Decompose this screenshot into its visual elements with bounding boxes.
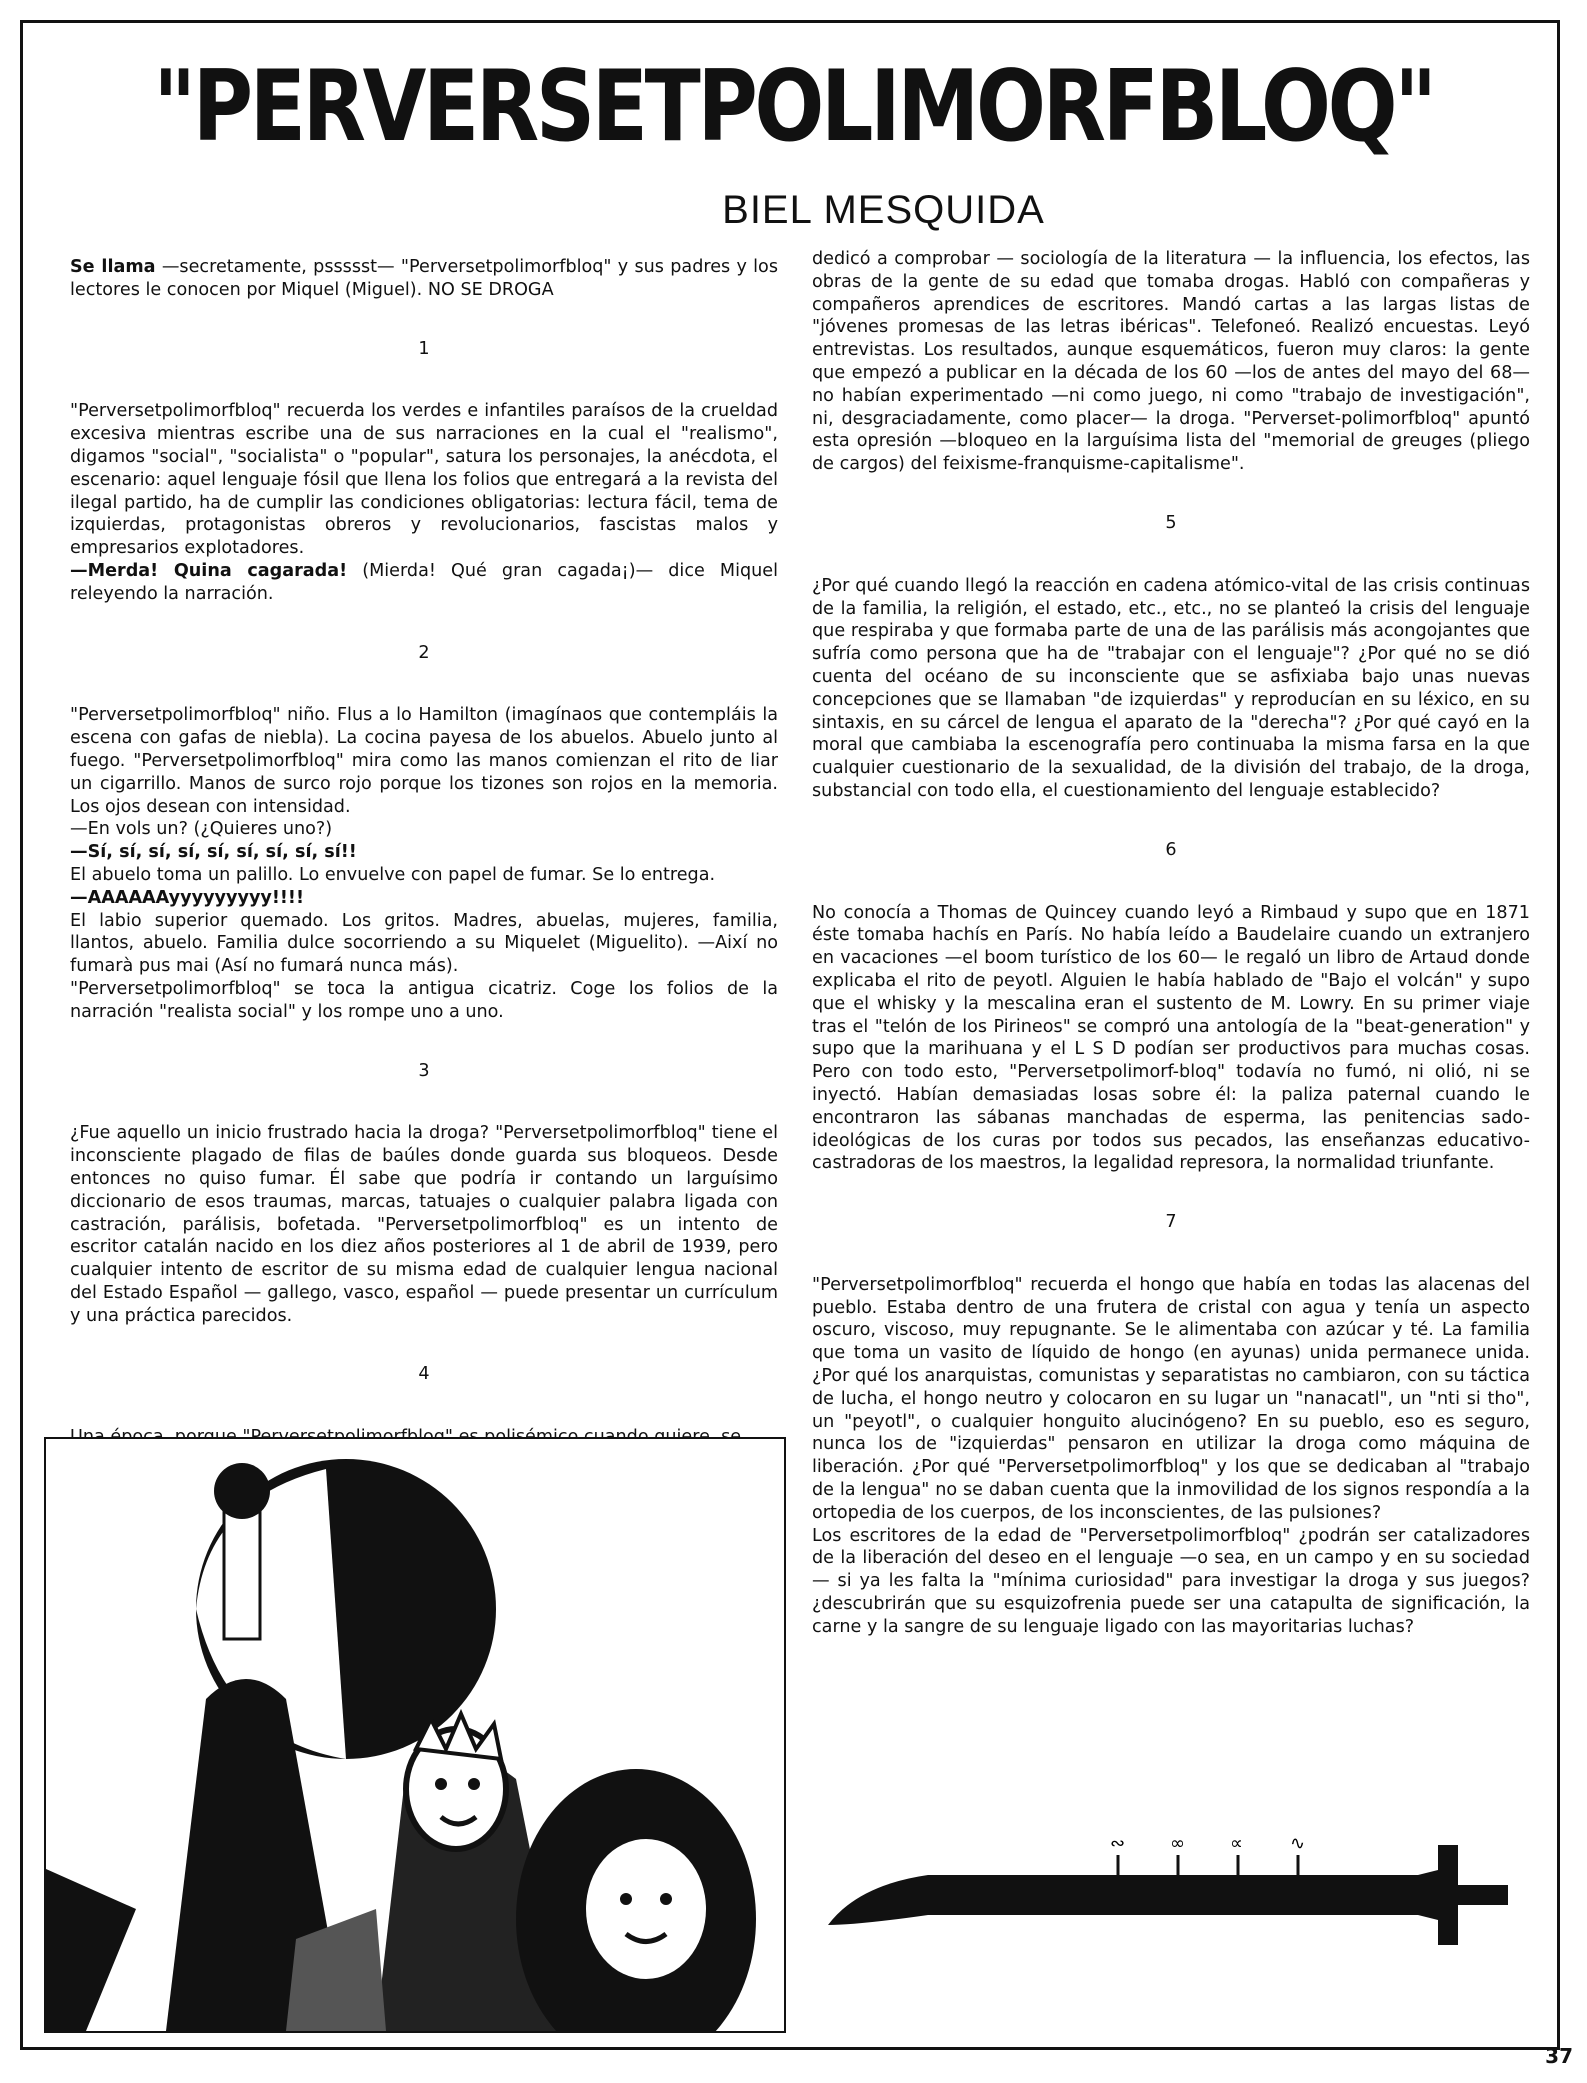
section-number: 3: [418, 1060, 430, 1081]
section-number: 4: [418, 1364, 430, 1385]
author-name: BIEL MESQUIDA: [722, 188, 1045, 232]
right-column: [812, 248, 1530, 1639]
syringe-scale-mark: ∾: [1110, 1833, 1126, 1854]
exclamation: —Merda! Quina cagarada!: [70, 560, 348, 581]
section-paragraph: "Perversetpolimorfbloq" se toca la antigua cicatriz. Coge los folios de la narración "realista social" y los rompe uno a uno.: [70, 978, 778, 1022]
dialogue-line: —AAAAAAyyyyyyyyy!!!!: [70, 887, 304, 908]
section-paragraph: "Perversetpolimorfbloq" niño. Flus a lo Hamilton (imagínaos que contempláis la escena con gafas de niebla). La cocina payesa de los abuelos. Abuelo junto al fuego. "Perversetpolimorfbloq" mira como las manos comienzan el rito de liar un cigarrillo. Manos de surco rojo porque los tizones son rojos en la memoria. Los ojos desean con intensidad.: [70, 705, 778, 817]
intro-lead: Se llama: [70, 257, 156, 277]
section-number: 5: [1165, 512, 1177, 533]
section-number: 6: [1165, 839, 1177, 860]
dialogue-line: —Sí, sí, sí, sí, sí, sí, sí, sí, sí!!: [70, 842, 357, 863]
illustration-warriors: [44, 1437, 786, 2033]
syringe-scale-mark: ∿: [1290, 1833, 1306, 1854]
syringe-scale-mark: ∞: [1170, 1833, 1185, 1854]
dialogue-line: —En vols un? (¿Quieres uno?): [70, 819, 333, 840]
section-paragraph: El labio superior quemado. Los gritos. Madres, abuelas, mujeres, familia, llantos, abuelo. Familia dulce socorriendo a su Miquelet (Miguelito). —Així no fumarà pus mai (Así no fumará nunca más).: [70, 910, 778, 977]
section-paragraph: El abuelo toma un palillo. Lo envuelve con papel de fumar. Se lo entrega.: [70, 864, 716, 885]
section-paragraph: dedicó a comprobar — sociología de la literatura — la influencia, los efectos, las obras de la gente de su edad que tomaba drogas. Habló con compañeras y compañeros aprendices de escritores. Mandó cartas a las largas listas de "jóvenes promesas de las letras ibéricas". Telefoneó. Realizó encuestas. Leyó entrevistas. Los resultados, aunque esquemáticos, fueron muy claros: la gente que empezó a publicar en la década de los 60 —los de antes del mayo del 68— no habían experimentado —ni como juego, ni como "trabajo de investigación", ni, desgraciadamente, como placer— la droga. "Perverset-polimorfbloq" apuntó esta opresión —bloqueo en la larguísima lista del "memorial de greuges (pliego de cargos) del feixisme-franquisme-capitalisme".: [812, 249, 1530, 475]
syringe-illustration: [818, 1815, 1518, 1955]
intro-text: —secretamente, pssssst— "Perversetpolimorfbloq" y sus padres y los lectores le conocen por Miquel (Miguel). NO SE DROGA: [70, 257, 778, 300]
section-number: 2: [418, 642, 430, 663]
intro-paragraph: [70, 256, 778, 302]
left-column: [70, 256, 778, 1449]
section-paragraph: Los escritores de la edad de "Perversetpolimorfbloq" ¿podrán ser catalizadores de la liberación del deseo en el lenguaje —o sea, en un campo y en su sociedad— si ya les falta la "mínima curiosidad" para investigar la droga y sus juegos? ¿descubrirán que su esquizofrenia puede ser una catapulta de significación, la carne y la sangre de su lenguaje ligado con las mayoritarias luchas?: [812, 1525, 1530, 1637]
section-paragraph: [70, 560, 778, 606]
section-number: 7: [1165, 1212, 1177, 1233]
section-paragraph: "Perversetpolimorfbloq" recuerda los verdes e infantiles paraísos de la crueldad excesiva mientras escribe una de sus narraciones en la cual el "realismo", digamos "social", "socialista" o "popular", satura los personajes, la anécdota, el escenario: aquel lenguaje fósil que llena los folios que entregará a la revista del ilegal partido, ha de cumplir las condiciones obligatorias: lectura fácil, tema de izquierdas, protagonistas obreros y revolucionarios, fascistas malos y empresarios explotadores.: [70, 401, 778, 559]
section-paragraph: ¿Por qué cuando llegó la reacción en cadena atómico-vital de las crisis continuas de la familia, la religión, el estado, etc., etc., no se planteó la crisis del lenguaje que respiraba y que formaba parte de una de las parálisis más acongojantes que sufría como persona que ha de "trabajar con el lenguaje"? ¿Por qué no se dió cuenta del océano de su inconsciente que se asfixiaba bajo unas nuevas concepciones que se llamaban "de izquierdas" y reproducían en su léxico, en su sintaxis, en su cárcel de lengua el aparato de la "derecha"? ¿Por qué cayó en la moral que cambiaba la escenografía pero continuaba la misma farsa en la que cualquier cuestionario de la sexualidad, de la división del trabajo, de la droga, substancial con todo ella, el cuestionamiento del lenguaje establecido?: [812, 575, 1530, 801]
article-title: "PERVERSETPOLIMORFBLOQ": [153, 50, 1434, 164]
section-paragraph: ¿Fue aquello un inicio frustrado hacia la droga? "Perversetpolimorfbloq" tiene el inconsciente plagado de filas de baúles donde guarda sus bloqueos. Desde entonces no quiso fumar. Él sabe que podría ir contando un larguísimo diccionario de esos traumas, marcas, tatuajes o cualquier palabra ligada con castración, parálisis, bofetada. "Perversetpolimorfbloq" es un intento de escritor catalán nacido en los diez años posteriores al 1 de abril de 1939, pero cualquier intento de escritor de su misma edad de cualquier lengua nacional del Estado Español — gallego, vasco, español — puede presentar un currículum y una práctica parecidos.: [70, 1123, 778, 1326]
warrior-illustration-art: [46, 1439, 784, 2031]
syringe-scale-mark: ∝: [1230, 1833, 1243, 1854]
section-paragraph: No conocía a Thomas de Quincey cuando leyó a Rimbaud y supo que en 1871 éste tomaba hachís en París. No había leído a Baudelaire cuando un extranjero en vacaciones —el boom turístico de los 60— le regaló un libro de Artaud donde explicaba el rito de peyotl. Alguien le había hablado de "Bajo el volcán" y supo que el whisky y la mescalina eran el sustento de M. Lowry. En su primer viaje tras el "telón de los Pirineos" se compró una antología de la "beat-generation" y supo que la marihuana y el L S D podían ser productivos para muchas cosas. Pero con todo esto, "Perversetpolimorf-bloq" todavía no fumó, ni olió, ni se inyectó. Habían demasiadas losas sobre él: la paliza paternal cuando le encontraron las sábanas manchadas de esperma, las penitencias sado-ideológicas de los curas por todos sus pecados, las enseñanzas educativo-castradoras de los maestros, la legalidad represora, la normalidad triunfante.: [812, 902, 1530, 1174]
section-number: 1: [418, 338, 430, 359]
page-number: 37: [1545, 2044, 1573, 2068]
section-paragraph: "Perversetpolimorfbloq" recuerda el hongo que había en todas las alacenas del pueblo. Estaba dentro de una frutera de cristal con agua y tenía un aspecto oscuro, viscoso, muy repugnante. Se le alimentaba con azúcar y té. La familia que toma un vasito de líquido de hongo (en ayunas) unida permanece unida. ¿Por qué los anarquistas, comunistas y separatistas no cambiaron, con su táctica de lucha, el hongo neutro y colocaron en su lugar un "nanacatl", un "nti si tho", un "peyotl", o cualquier honguito alucinógeno? En su pueblo, eso es seguro, nunca los de "izquierdas" pensaron en utilizar la droga como máquina de liberación. ¿Por qué "Perversetpolimorfbloq" y los que se dedicaban al "trabajo de la lengua" no se daban cuenta que la inmovilidad de los signos respondía a la ortopedia de los cuerpos, de los inconscientes, de las pulsiones?: [812, 1274, 1530, 1523]
exclamation-tail: (Mierda! Qué gran cagada¡)— dice Miquel releyendo la narración.: [70, 560, 778, 604]
